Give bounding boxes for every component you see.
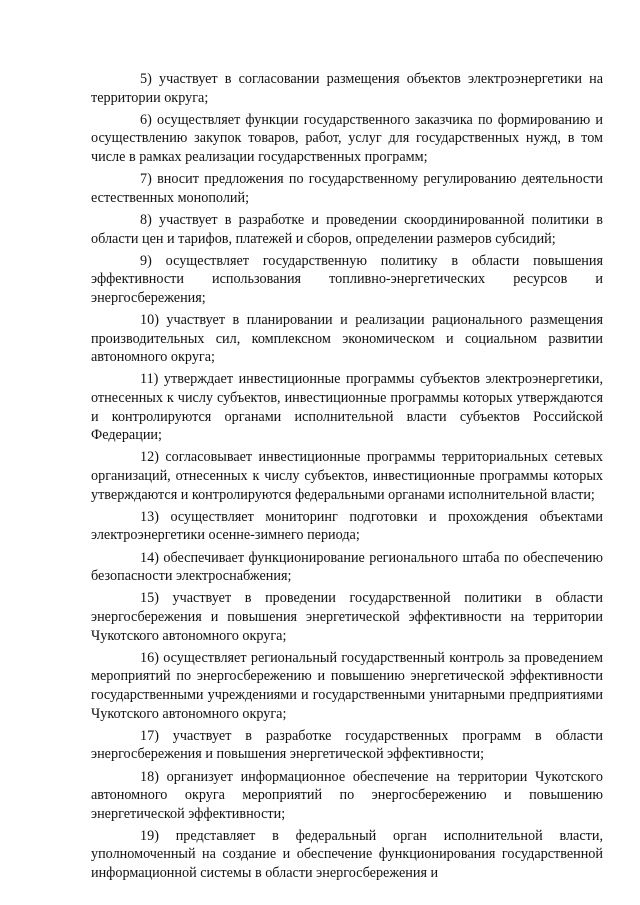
list-item-10: 10) участвует в планировании и реализации рационального размещения производительных сил, комплексном экономическом и социальном развитии автономного округа; [91,312,603,366]
list-item-15: 15) участвует в проведении государственной политики в области энергосбережения и повышения энергетической эффективности на территории Чукотского автономного округа; [91,590,603,644]
list-item-13: 13) осуществляет мониторинг подготовки и прохождения объектами электроэнергетики осенне-зимнего периода; [91,508,603,544]
list-item-9: 9) осуществляет государственную политику в области повышения эффективности использования топливно-энергетических ресурсов и энергосбережения; [91,252,603,306]
list-item-14: 14) обеспечивает функционирование регионального штаба по обеспечению безопасности электроснабжения; [91,549,603,585]
list-item-5: 5) участвует в согласовании размещения объектов электроэнергетики на территории округа; [91,71,603,106]
list-item-8: 8) участвует в разработке и проведении скоординированной политики в области цен и тарифов, платежей и сборов, определении размеров субсидий; [91,211,603,247]
list-item-17: 17) участвует в разработке государственных программ в области энергосбережения и повышения энергетической эффективности; [91,727,603,763]
list-item-7: 7) вносит предложения по государственному регулированию деятельности естественных монополий; [91,171,603,206]
list-item-6: 6) осуществляет функции государственного заказчика по формированию и осуществлению закупок товаров, работ, услуг для государственных нужд, в том числе в рамках реализации государственных программ; [91,111,603,165]
list-item-19: 19) представляет в федеральный орган исполнительной власти, уполномоченный на создание и обеспечение функционирования государственной информационной системы в области энергосбережения и [91,827,603,882]
list-item-11: 11) утверждает инвестиционные программы субъектов электроэнергетики, отнесенных к числу субъектов, инвестиционные программы которых утверждаются и контролируются органами исполнительной власти субъектов Российской Федерации; [91,371,603,444]
list-item-16: 16) осуществляет региональный государственный контроль за проведением мероприятий по энергосбережению и повышению энергетической эффективности государственными учреждениями и государственными унитарными предприятиями Чукотского автономного округа; [91,649,603,722]
list-item-18: 18) организует информационное обеспечение на территории Чукотского автономного округа мероприятий по энергосбережению и повышению энергетической эффективности; [91,768,603,822]
list-item-12: 12) согласовывает инвестиционные программы территориальных сетевых организаций, отнесенных к числу субъектов, инвестиционные программы которых утверждаются и контролируются федеральными органами исполнительной власти; [91,449,603,503]
